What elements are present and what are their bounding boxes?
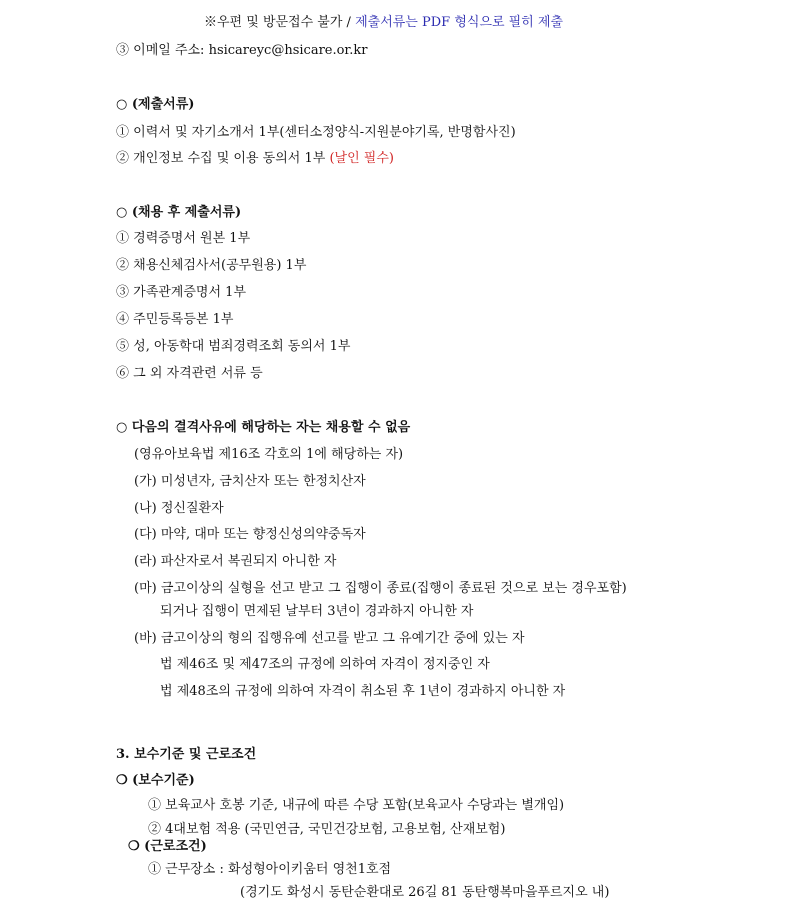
work-location: ① 근무장소 : 화성형아이키움터 영천1호점 bbox=[148, 862, 392, 877]
disqualification-item: (라) 파산자로서 복권되지 아니한 자 bbox=[134, 554, 337, 569]
notice-no-mail: ※우편 및 방문접수 불가 / bbox=[204, 15, 351, 30]
disqualification-item: (나) 정신질환자 bbox=[134, 501, 224, 516]
post-hire-item: ① 경력증명서 원본 1부 bbox=[116, 231, 251, 246]
pay-item: ① 보육교사 호봉 기준, 내규에 따른 수당 포함(보육교사 수당과는 별개임) bbox=[148, 798, 565, 813]
work-address: (경기도 화성시 동탄순환대로 26길 81 동탄행복마을푸르지오 내) bbox=[240, 885, 610, 900]
notice-pdf-required: 제출서류는 PDF 형식으로 필히 제출 bbox=[355, 15, 564, 30]
disqualification-item-continued: 되거나 집행이 면제된 날부터 3년이 경과하지 아니한 자 bbox=[160, 604, 474, 619]
disqualification-item: (바) 금고이상의 형의 집행유예 선고를 받고 그 유예기간 중에 있는 자 bbox=[134, 631, 525, 646]
disqualification-item: (다) 마약, 대마 또는 향정신성의약중독자 bbox=[134, 527, 366, 542]
notice-line bbox=[204, 14, 563, 32]
section-3-title: 3. 보수기준 및 근로조건 bbox=[116, 747, 257, 762]
pay-standard-heading: ❍ (보수기준) bbox=[116, 773, 195, 788]
submission-item bbox=[116, 150, 394, 168]
submission-item-text: ② 개인정보 수집 및 이용 동의서 1부 bbox=[116, 151, 326, 166]
submission-item: ① 이력서 및 자기소개서 1부(센터소정양식-지원분야기록, 반명함사진) bbox=[116, 125, 516, 140]
pay-item: ② 4대보험 적용 (국민연금, 국민건강보험, 고용보험, 산재보험) bbox=[148, 822, 506, 837]
post-hire-item: ⑥ 그 외 자격관련 서류 등 bbox=[116, 366, 263, 381]
seal-required-note: (날인 필수) bbox=[329, 151, 394, 166]
post-hire-item: ② 채용신체검사서(공무원용) 1부 bbox=[116, 258, 307, 273]
disqualification-sub-item: 법 제48조의 규정에 의하여 자격이 취소된 후 1년이 경과하지 아니한 자 bbox=[160, 684, 566, 699]
post-hire-item: ⑤ 성, 아동학대 범죄경력조회 동의서 1부 bbox=[116, 339, 351, 354]
submission-heading: ○ (제출서류) bbox=[116, 97, 195, 112]
disqualification-item: (마) 금고이상의 실형을 선고 받고 그 집행이 종료(집행이 종료된 것으로 보는 경우포함) bbox=[134, 581, 627, 596]
disqualification-heading: ○ 다음의 결격사유에 해당하는 자는 채용할 수 없음 bbox=[116, 420, 411, 435]
post-hire-item: ③ 가족관계증명서 1부 bbox=[116, 285, 246, 300]
disqualification-sub-item: 법 제46조 및 제47조의 규정에 의하여 자격이 정지중인 자 bbox=[160, 657, 490, 672]
email-line: ③ 이메일 주소: hsicareyc@hsicare.or.kr bbox=[116, 43, 368, 58]
disqualification-item: (가) 미성년자, 금치산자 또는 한정치산자 bbox=[134, 474, 366, 489]
post-hire-item: ④ 주민등록등본 1부 bbox=[116, 312, 234, 327]
disqualification-intro: (영유아보육법 제16조 각호의 1에 해당하는 자) bbox=[134, 447, 404, 462]
working-conditions-heading: ❍ (근로조건) bbox=[128, 839, 207, 854]
post-hire-heading: ○ (채용 후 제출서류) bbox=[116, 205, 242, 220]
